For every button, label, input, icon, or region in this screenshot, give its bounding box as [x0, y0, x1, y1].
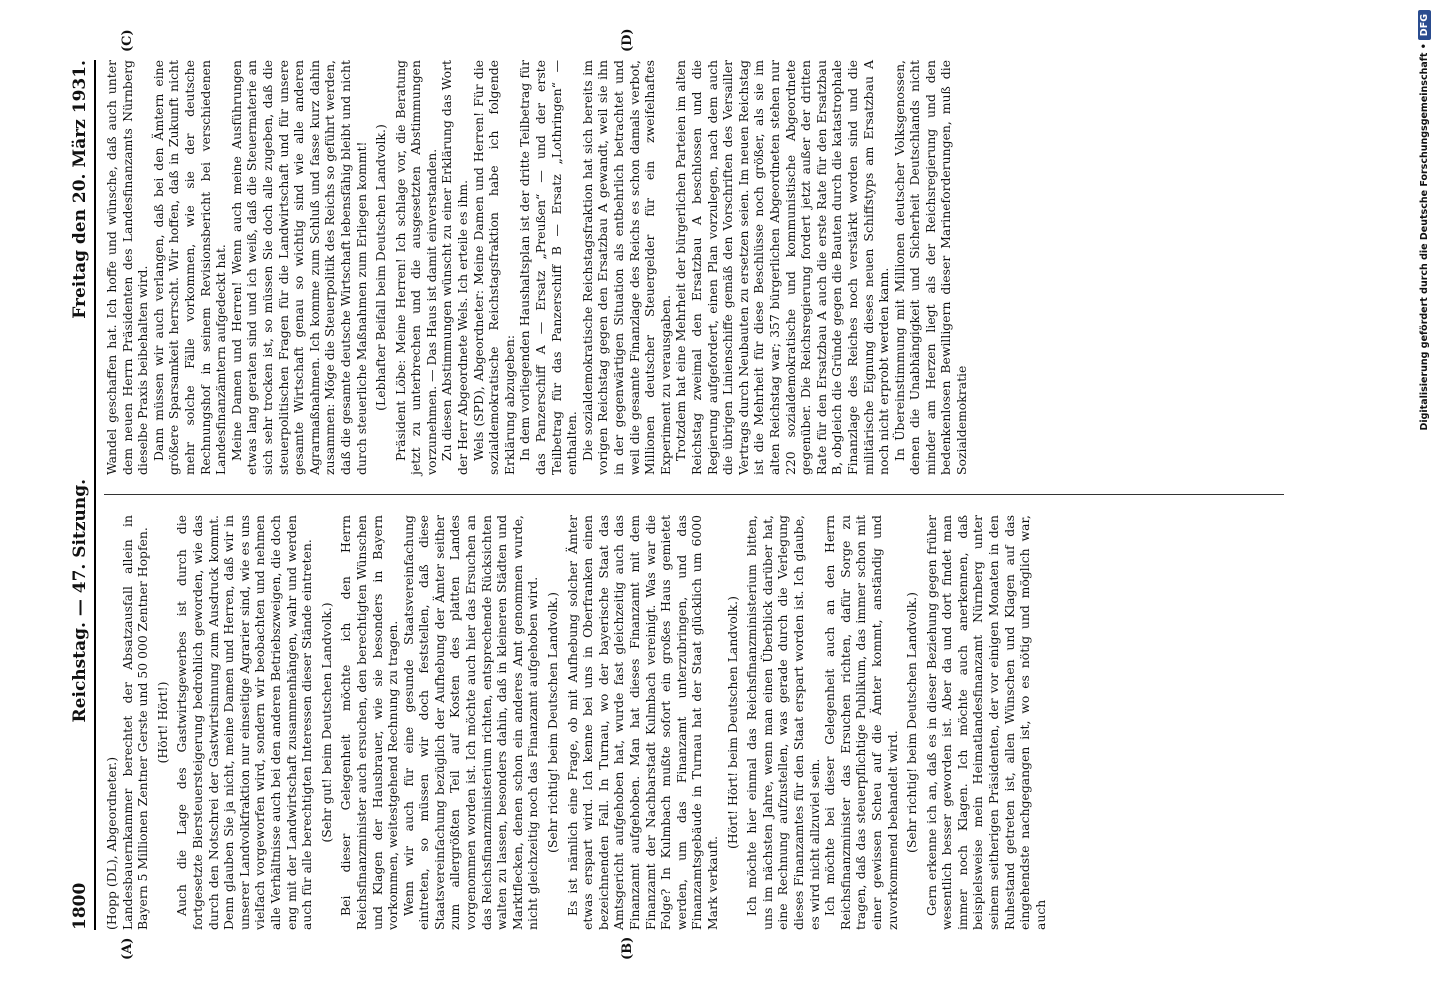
paragraph: Gern erkenne ich an, daß es in dieser Beziehung gegen früher wesentlich besser geworden ist. Aber da und dort findet man immer noch Klagen. Ich möchte auch anerkennen, daß beispielsweise mein Heimatlandesfinanzamt Nürnberg unter seinem seitherigen Präsidenten, der vor einigen Monaten in den Ruhestand getreten ist, allen Wünschen und Klagen auf das eingehendste nachgegangen ist, wo es nötig und möglich war, auch	[923, 515, 1048, 930]
column-divider	[104, 494, 1284, 495]
speaker-line: (Hopp (DL), Abgeordneter.)	[104, 756, 119, 930]
side-credit-text: Digitalisierung gefördert durch die Deutsche Forschungsgemeinschaft •	[1418, 43, 1430, 431]
interjection: (Sehr gut! beim Deutschen Landvolk.)	[318, 602, 334, 843]
paragraph: Präsident Löbe: Meine Herren! Ich schlage vor, die Beratung jetzt zu unterbrechen und die ausgesetzten Abstimmungen vorzunehmen. — Das Haus ist damit einverstanden.	[392, 60, 439, 475]
paragraph: Zu diesen Abstimmungen wünscht zu einer Erklärung das Wort der Herr Abgeordnete Wels. Ich erteile es ihm.	[439, 60, 471, 475]
side-credit	[1408, 0, 1434, 1000]
left-column	[104, 515, 1048, 930]
header-left-title: Reichstag. — 47. Sitzung.	[70, 478, 90, 723]
interjection: (Hört! Hört! beim Deutschen Landvolk.)	[724, 596, 740, 849]
margin-marker-c: (C)	[120, 29, 135, 52]
interjection: (Sehr richtig! beim Deutschen Landvolk.)	[545, 592, 561, 853]
paragraph: Wels (SPD), Abgeordneter: Meine Damen und Herren! Für die sozialdemokratische Reichstagsfraktion habe ich folgende Erklärung abzugeben:	[470, 60, 517, 475]
paragraph: Auch die Lage des Gastwirtsgewerbes ist durch die fortgesetzte Biersteuersteigerung bedrohlich geworden, wie das durch den Notschrei der Gastwirtsinnung zum Ausdruck kommt. Denn glauben Sie ja nicht, meine Damen und Herren, daß wir in unserer Landvolkfraktion nur einseitige Agrarier sind, wie es uns vielfach vorgeworfen wird, sondern wir beobachten und nehmen alle Verhältnisse auch bei den anderen Betriebszweigen, die doch eng mit der Landwirtschaft zusammenhängen, wahr und werden auch für alle berechtigten Interessen dieser Stände eintreten.	[174, 515, 315, 930]
page-number: 1800	[70, 882, 90, 930]
paragraph: Meine Damen und Herren! Wenn auch meine Ausführungen etwas lang geraten sind und ich weiß, daß die Steuermaterie an sich sehr trocken ist, so müssen Sie doch alle zugeben, daß die steuerpolitischen Fragen für die Landwirtschaft und für unsere gesamte Wirtschaft genau so wichtig sind wie alle anderen Agrarmaßnahmen. Ich komme zum Schluß und fasse kurz dahin zusammen: Möge die Steuerpolitik des Reichs so geführt werden, daß die gesamte deutsche Wirtschaft lebensfähig bleibt und nicht durch steuerliche Maßnahmen zum Erliegen kommt!	[228, 60, 369, 475]
header-rule	[94, 60, 96, 930]
paragraph: In dem vorliegenden Haushaltsplan ist der dritte Teilbetrag für das Panzerschiff A — Ersatz „Preußen“ — und der erste Teilbetrag für das Panzerschiff B — Ersatz „Lothringen“ — enthalten.	[517, 60, 580, 475]
side-credit-text-wrap	[1411, 0, 1434, 1000]
interjection: (Lebhafter Beifall beim Deutschen Landvolk.)	[373, 124, 389, 411]
right-column	[104, 60, 970, 475]
margin-marker-d: (D)	[620, 28, 635, 52]
paragraph: Ich möchte bei dieser Gelegenheit auch an den Herrn Reichsfinanzminister das Ersuchen richten, dafür Sorge zu tragen, daß das steuerpflichtige Publikum, das immer schon mit einer gewissen Scheu auf die Ämter kommt, anständig und zuvorkommend behandelt wird.	[822, 515, 900, 930]
interjection: (Sehr richtig! beim Deutschen Landvolk.)	[904, 592, 920, 853]
paragraph: Wandel geschaffen hat. Ich hoffe und wünsche, daß auch unter dem neuen Herrn Präsidenten des Landesfinanzamts Nürnberg dieselbe Praxis beibehalten wird.	[104, 60, 151, 475]
margin-marker-b: (B)	[620, 936, 635, 960]
paragraph: Die sozialdemokratische Reichstagsfraktion hat sich bereits im vorigen Reichstag gegen den Ersatzbau A gewandt, weil sie ihn in der gegenwärtigen Situation als entbehrlich betrachtet und weil die gesamte Finanzlage des Reichs es schon damals verbot, Millionen deutscher Steuergelder für ein zweifelhaftes Experiment zu verausgaben.	[579, 60, 673, 475]
paragraph: Bei dieser Gelegenheit möchte ich den Herrn Reichsfinanzminister auch ersuchen, den berechtigten Wünschen und Klagen der Hausbrauer, wie sie besonders in Bayern vorkommen, weitestgehend Rechnung zu tragen.	[338, 515, 401, 930]
page-header	[60, 60, 90, 930]
paragraph: Es ist nämlich eine Frage, ob mit Aufhebung solcher Ämter etwas erspart wird. Ich kenne bei uns in Oberfranken einen bezeichnenden Fall. In Turnau, wo der bayerische Staat das Amtsgericht aufgehoben hat, wurde fast gleichzeitig auch das Finanzamt aufgehoben. Man hat dieses Finanzamt mit dem Finanzamt der Nachbarstadt Kulmbach vereinigt. Was war die Folge? In Kulmbach mußte sofort ein großes Haus gemietet werden, um das Finanzamt unterzubringen, und das Finanzamtsgebäude in Turnau hat der Staat glücklich um 6000 Mark verkauft.	[564, 515, 720, 930]
margin-marker-a: (A)	[120, 937, 135, 960]
page-content	[60, 28, 1320, 960]
paragraph: In Übereinstimmung mit Millionen deutscher Volksgenossen, denen die Unabhängigkeit und Sicherheit Deutschlands nicht minder am Herzen liegt als der Reichsregierung und den bedenkenlosen Bewilligern dieser Marineforderungen, muß die Sozialdemokratie	[891, 60, 970, 475]
paragraph: Landesbauernkammer berechtet der Absatzausfall allein in Bayern 5 Millionen Zentner Gerste und 50 000 Zentner Hopfen.	[119, 515, 151, 930]
interjection: (Hört! Hört!)	[154, 681, 170, 764]
header-date: Freitag den 20. März 1931.	[70, 60, 90, 319]
paragraph: Dann müssen wir auch verlangen, daß bei den Ämtern eine größere Sparsamkeit herrscht. Wir hoffen, daß in Zukunft nicht mehr solche Fälle vorkommen, wie sie der deutsche Rechnungshof in seinem Revisionsbericht bei verschiedenen Landesfinanzämtern aufgedeckt hat.	[150, 60, 229, 475]
paragraph: Wenn wir auch für eine gesunde Staatsvereinfachung eintreten, so müssen wir doch feststellen, daß diese Staatsvereinfachung bezüglich der Aufhebung der Ämter seither zum allergrößten Teil auf Kosten des platten Landes vorgenommen worden ist. Ich möchte auch hier das Ersuchen an das Reichsfinanzministerium richten, entsprechende Rücksichten walten zu lassen, besonders dahin, daß in kleineren Städten und Marktflecken, denen schon ein anderes Amt genommen wurde, nicht gleichzeitig noch das Finanzamt aufgehoben wird.	[400, 515, 541, 930]
paragraph: Trotzdem hat eine Mehrheit der bürgerlichen Parteien im alten Reichstag zweimal den Ersatzbau A beschlossen und die Regierung aufgefordert, einen Plan vorzulegen, nach dem auch die übrigen Linienschiffe gemäß den Vorschriften des Versailler Vertrags durch Neubauten zu ersetzen seien. Im neuen Reichstag ist die Mehrheit für diese Beschlüsse noch größer, als sie im alten Reichstag war; 357 bürgerlichen Abgeordneten stehen nur 220 sozialdemokratische und kommunistische Abgeordnete gegenüber. Die Reichsregierung fordert jetzt außer der dritten Rate für den Ersatzbau A auch die erste Rate für den Ersatzbau B, obgleich die Gründe gegen die Bauten durch die katastrophale Finanzlage des Reiches noch verstärkt worden sind und die militärische Eignung dieses neuen Schiffstyps am Ersatzbau A noch nicht erprobt werden kann.	[673, 60, 892, 475]
dfg-logo: DFG	[1418, 10, 1431, 40]
paragraph: Ich möchte hier einmal das Reichsfinanzministerium bitten, uns im nächsten Jahre, wenn man einen Überblick darüber hat, eine Rechnung aufzustellen, was gerade durch die Verlegung dieses Finanzamtes für den Staat erspart worden ist. Ich glaube, es wird nicht allzuviel sein.	[744, 515, 822, 930]
